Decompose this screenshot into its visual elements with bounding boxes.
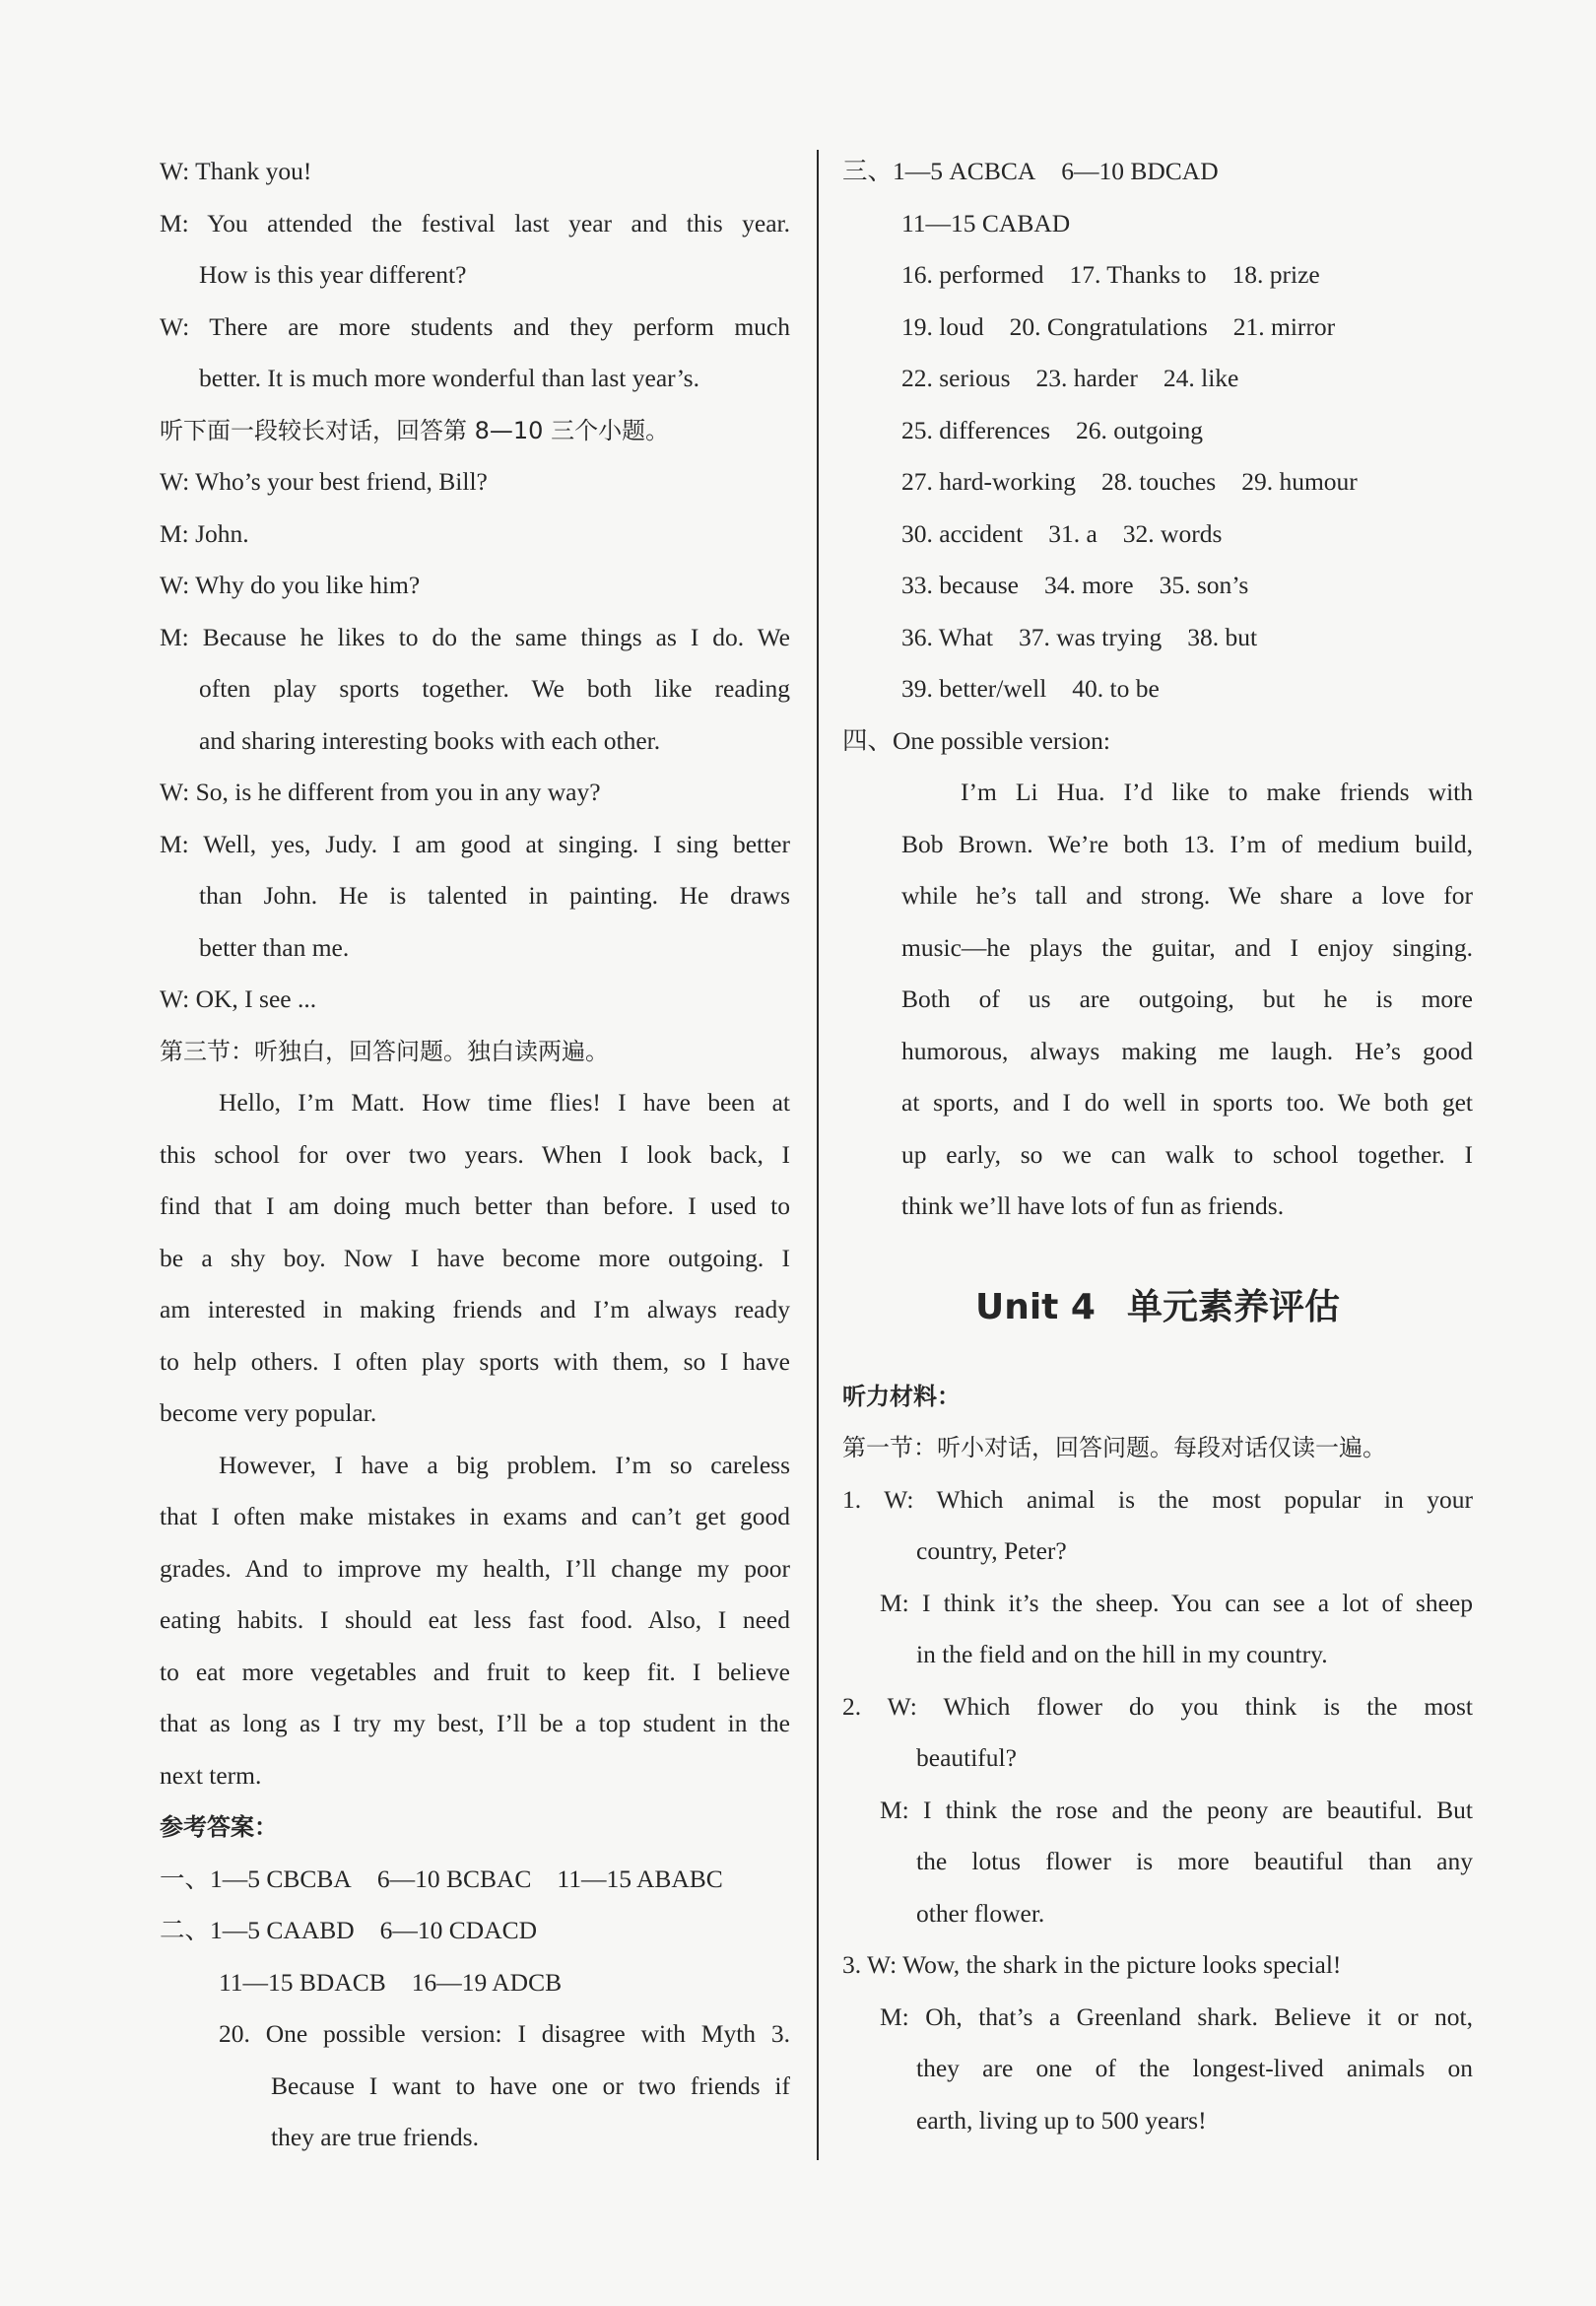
fill-answers (842, 249, 1473, 715)
answer-item: 17. Thanks to (1069, 260, 1207, 289)
answer-item: 18. prize (1231, 260, 1320, 289)
answer-line: they are true friends. (271, 2123, 479, 2151)
answer-item: 33. because (901, 571, 1019, 599)
section-label: 四、One possible version: (842, 725, 1110, 755)
text-line: W: There are more students and they perform much (160, 311, 790, 341)
paragraph-line: grades. And to improve my health, I’ll change my poor (160, 1553, 790, 1583)
answer-row (842, 405, 1473, 457)
paragraph-line: this school for over two years. When I look back, I (160, 1139, 790, 1169)
answer-row (842, 456, 1473, 509)
essay-line: think we’ll have lots of fun as friends. (901, 1191, 1285, 1220)
answer-row-2 (160, 1905, 790, 1957)
essay-line: Bob Brown. We’re both 13. I’m of medium build, (901, 829, 1473, 858)
answer-row (842, 146, 1473, 198)
text-line: often play sports together. We both like reading (199, 674, 790, 703)
answer-row (842, 509, 1473, 561)
dialogue-line: M: Oh, that’s a Greenland shark. Believe it or not, (880, 2001, 1473, 2031)
answer-row-1 (160, 1854, 790, 1906)
section-number: 一、 (160, 1864, 211, 1893)
dialogue-line: 1. W: Which animal is the most popular in your (842, 1484, 1473, 1514)
answer-row-3 (160, 1957, 790, 2009)
answer-item: 30. accident (901, 518, 1024, 548)
unit-title: Unit 4 (974, 1286, 1096, 1327)
text-line: M: John. (160, 518, 249, 548)
dialogue-line: beautiful? (916, 1743, 1017, 1772)
section-number: 二、 (160, 1916, 211, 1944)
answer-item: 22. serious (901, 364, 1011, 392)
answer-item: 29. humour (1241, 467, 1358, 496)
text-line: than John. He is talented in painting. He draws (199, 881, 790, 910)
answer-group: 6—10 BDCAD (1061, 157, 1219, 185)
essay-line: at sports, and I do well in sports too. We both get (901, 1088, 1473, 1117)
answer-item: 24. like (1163, 364, 1239, 392)
text-line: M: You attended the festival last year and this year. (160, 208, 790, 237)
right-column (842, 146, 1473, 2146)
unit-heading (842, 1256, 1473, 1359)
answer-item: 16. performed (901, 260, 1044, 289)
paragraph-line: eating habits. I should eat less fast food. Also, I need (160, 1605, 790, 1634)
section-instruction: 第一节：听小对话，回答问题。每段对话仅读一遍。 (842, 1434, 1386, 1461)
dialogue-line: in the field and on the hill in my country. (916, 1640, 1328, 1668)
paragraph-line: However, I have a big problem. I’m so careless (219, 1450, 790, 1479)
answer-row (842, 663, 1473, 715)
answer-item: 32. words (1122, 518, 1223, 548)
dialogue-line: M: I think the rose and the peony are beautiful. But (880, 1795, 1473, 1824)
section-number: 三、 (842, 157, 894, 185)
answer-item: 25. differences (901, 415, 1051, 444)
left-column (160, 146, 790, 2164)
paragraph-line: that I often make mistakes in exams and can’t get good (160, 1502, 790, 1530)
answer-row (842, 612, 1473, 664)
answer-line: 20. One possible version: I disagree with Myth 3. (219, 2019, 790, 2048)
answer-item: 38. but (1187, 622, 1258, 651)
paragraph-line: be a shy boy. Now I have become more outgoing. I (160, 1243, 790, 1272)
paragraph-line: become very popular. (160, 1398, 377, 1427)
section-instruction: 第三节：听独白，回答问题。独白读两遍。 (160, 1037, 609, 1065)
paragraph-line: to help others. I often play sports with them, so I have (160, 1346, 790, 1376)
answer-group: 11—15 ABABC (557, 1864, 723, 1893)
essay-line: while he’s tall and strong. We share a love for (901, 881, 1473, 910)
answer-item: 35. son’s (1159, 571, 1249, 599)
dialogue-line: earth, living up to 500 years! (916, 2105, 1207, 2135)
paragraph-line: Hello, I’m Matt. How time flies! I have been at (219, 1088, 790, 1117)
answers-heading: 参考答案： (160, 1813, 278, 1841)
answer-row: 11—15 CABAD (901, 208, 1071, 237)
answer-line: Because I want to have one or two friends if (271, 2070, 790, 2100)
answer-group: 11—15 BDACB (219, 1967, 386, 1997)
answer-group: 16—19 ADCB (411, 1967, 563, 1997)
essay-line: music—he plays the guitar, and I enjoy singing. (901, 932, 1473, 962)
essay-line: I’m Li Hua. I’d like to make friends with (961, 778, 1473, 806)
answer-item: 27. hard-working (901, 467, 1077, 496)
answer-row (842, 302, 1473, 354)
text-line: W: OK, I see ... (160, 984, 317, 1013)
answer-item: 40. to be (1072, 674, 1160, 703)
answer-item: 37. was trying (1019, 622, 1163, 651)
dialogue-line: the lotus flower is more beautiful than any (916, 1847, 1473, 1875)
text-line: better. It is much more wonderful than last year’s. (199, 364, 699, 392)
text-line: and sharing interesting books with each other. (199, 725, 661, 755)
dialogue-line: 2. W: Which flower do you think is the most (842, 1691, 1473, 1721)
answer-item: 19. loud (901, 311, 984, 341)
answer-item: 23. harder (1035, 364, 1138, 392)
dialogue-line: country, Peter? (916, 1536, 1067, 1565)
answer-item: 34. more (1043, 571, 1134, 599)
text-line: M: Well, yes, Judy. I am good at singing. I sing better (160, 829, 790, 858)
paragraph-line: find that I am doing much better than before. I used to (160, 1191, 790, 1220)
answer-item: 31. a (1048, 518, 1097, 548)
answer-group: 1—5 ACBCA (893, 157, 1036, 185)
section-instruction: 听下面一段较长对话，回答第 8—10 三个小题。 (160, 416, 670, 444)
dialogue-line: other flower. (916, 1898, 1045, 1928)
answer-group: 6—10 CDACD (379, 1916, 538, 1944)
essay-line: Both of us are outgoing, but he is more (901, 984, 1473, 1013)
essay-line: up early, so we can walk to school together. I (901, 1139, 1473, 1169)
dialogue-line: they are one of the longest-lived animals on (916, 2054, 1473, 2082)
listening-label: 听力材料： (842, 1382, 961, 1410)
answer-item: 21. mirror (1232, 311, 1336, 341)
text-line: W: So, is he different from you in any way? (160, 778, 601, 806)
answer-item: 36. What (901, 622, 994, 651)
answer-row (842, 353, 1473, 405)
answer-row (842, 249, 1473, 302)
text-line: M: Because he likes to do the same things as I do. We (160, 622, 790, 651)
answer-group: 1—5 CAABD (210, 1916, 355, 1944)
paragraph-line: am interested in making friends and I’m always ready (160, 1295, 790, 1323)
text-line: How is this year different? (199, 260, 467, 289)
text-line: W: Thank you! (160, 157, 312, 185)
unit-subtitle: 单元素养评估 (1126, 1286, 1340, 1327)
dialogue-line: M: I think it’s the sheep. You can see a lot of sheep (880, 1588, 1473, 1617)
paragraph-line: that as long as I try my best, I’ll be a top student in the (160, 1709, 790, 1737)
answer-item: 39. better/well (901, 674, 1047, 703)
paragraph-line: next term. (160, 1760, 262, 1790)
text-line: W: Why do you like him? (160, 571, 421, 599)
essay-line: humorous, always making me laugh. He’s good (901, 1036, 1473, 1065)
answer-item: 20. Congratulations (1009, 311, 1208, 341)
answer-group: 1—5 CBCBA (210, 1864, 352, 1893)
answer-row (842, 560, 1473, 612)
paragraph-line: to eat more vegetables and fruit to keep fit. I believe (160, 1657, 790, 1686)
text-line: W: Who’s your best friend, Bill? (160, 467, 488, 496)
dialogue-line: 3. W: Wow, the shark in the picture looks special! (842, 1950, 1342, 1979)
column-divider (817, 150, 819, 2160)
answer-item: 26. outgoing (1076, 415, 1203, 444)
text-line: better than me. (199, 932, 350, 962)
answer-item: 28. touches (1101, 467, 1217, 496)
answer-group: 6—10 BCBAC (376, 1864, 532, 1893)
